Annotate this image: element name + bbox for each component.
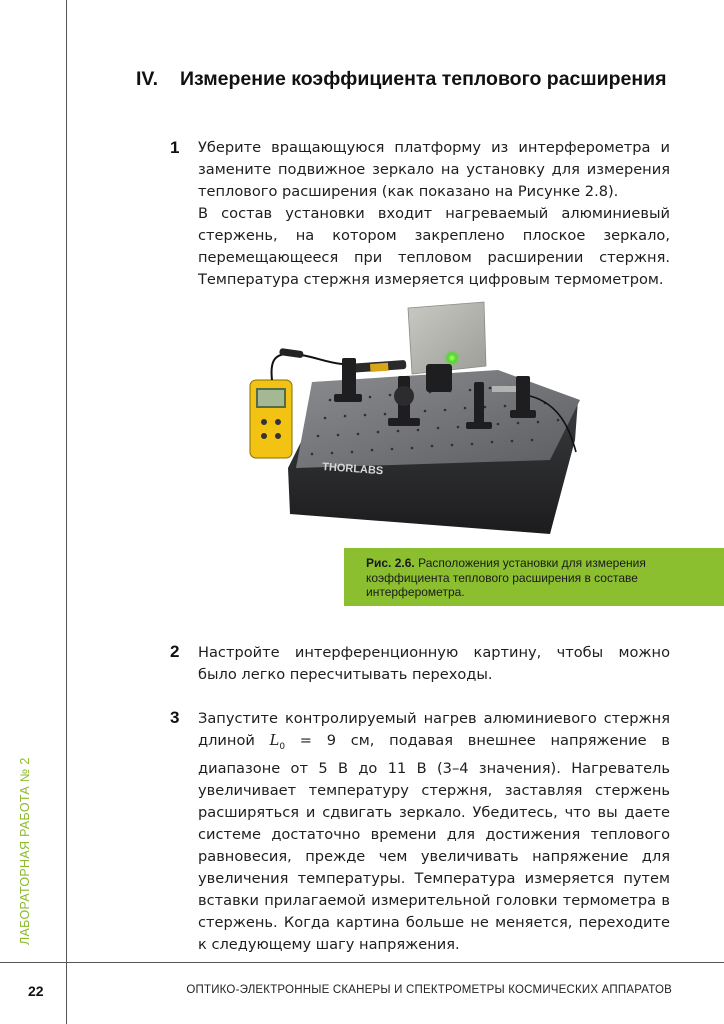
step-number-3: 3 — [170, 708, 180, 727]
digital-thermometer — [250, 380, 292, 458]
sidebar-lab-label: ЛАБОРАТОРНАЯ РАБОТА № 2 — [18, 757, 32, 945]
thermal-expansion-setup-figure — [230, 300, 600, 535]
step-1-paragraph: В состав установки входит нагреваемый алюминиевый стержень, на котором закреплено плоское зеркало, перемещающееся при тепловом расширении стержня. Температура стержня измеряется цифровым термометром. — [198, 205, 670, 288]
running-footer-title: ОПТИКО-ЭЛЕКТРОННЫЕ СКАНЕРЫ И СПЕКТРОМЕТРЫ КОСМИЧЕСКИХ АППАРАТОВ — [186, 984, 672, 996]
footer-rule — [0, 962, 724, 963]
step-number-1: 1 — [170, 138, 180, 157]
caption-label: Рис. 2.6. — [366, 556, 415, 570]
length-variable: L — [269, 732, 280, 749]
section-title — [136, 68, 667, 91]
step-1-paragraph: Уберите вращающуюся платформу из интерферометра и замените подвижное зеркало на установку для измерения теплового расширения (как показано на Рисунке 2.8). — [198, 139, 670, 200]
step-text-3 — [198, 708, 670, 956]
interference-spot — [444, 350, 460, 366]
section-heading: Измерение коэффициента теплового расширения — [180, 68, 667, 90]
figure-caption — [344, 548, 724, 606]
step-number-2: 2 — [170, 642, 180, 661]
page-number: 22 — [28, 983, 44, 999]
step-3-text-start: Запустите контролируемый нагрев алюминиевого стержня длиной — [198, 710, 670, 749]
step-text-1 — [198, 137, 670, 291]
thermometer-probe-cable — [272, 354, 342, 380]
left-margin-rule — [66, 0, 67, 1024]
caption-text: Расположения установки для измерения коэффициента теплового расширения в составе интерферометра. — [366, 556, 646, 599]
brand-label: THORLABS — [321, 461, 384, 478]
length-variable-subscript: 0 — [279, 741, 286, 752]
step-2-paragraph: Настройте интерференционную картину, чтобы можно было легко пересчитывать переходы. — [198, 644, 670, 683]
step-3-text-end: = 9 см, подавая внешнее напряжение в диапазоне от 5 В до 11 В (3–4 значения). Нагреватель увеличивает температуру стержня, заставляя стержень расширяться и сдвигать зеркало. Убедитесь, что вы даете системе достаточно времени для достижения теплового равновесия, прежде чем увеличивать напряжение для увеличения температуры. Температура измеряется путем вставки прилагаемой измерительной головки термометра в стержень. Когда картина больше не меняется, переходите к следующему шагу напряжения. — [198, 732, 671, 953]
step-text-2 — [198, 642, 670, 686]
section-number: IV. — [136, 68, 159, 90]
